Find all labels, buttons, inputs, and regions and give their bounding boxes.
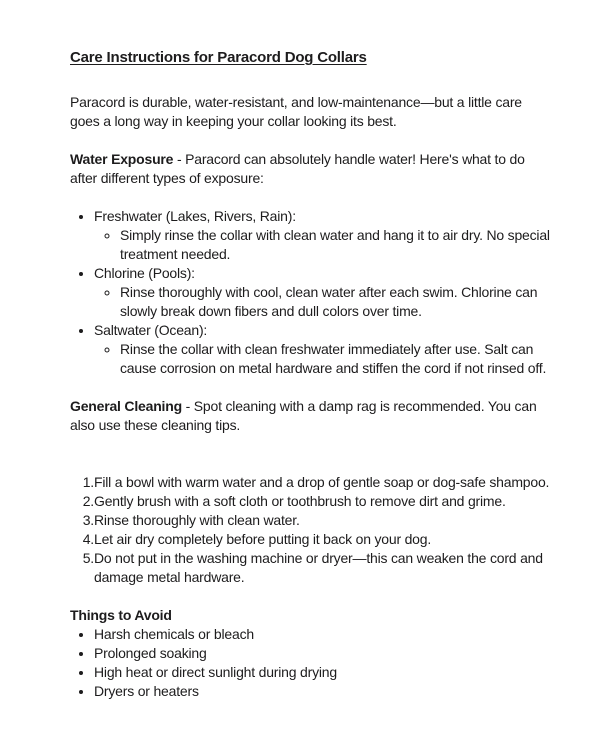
step-item-text: Do not put in the washing machine or dryer—this can weaken the cord and damage metal hardware. (94, 550, 543, 585)
water-exposure-heading: Water Exposure (70, 151, 174, 167)
general-cleaning-text: - Spot cleaning with a damp rag is recommended. You can also use these cleaning tips. (70, 398, 537, 433)
step-item (94, 473, 552, 492)
list-item (94, 264, 552, 321)
intro-text: Paracord is durable, water-resistant, and low-maintenance—but a little care goes a long way in keeping your collar looking its best. (70, 94, 522, 129)
general-cleaning-paragraph (70, 397, 552, 435)
avoid-item-text: Prolonged soaking (94, 645, 207, 661)
avoid-item (94, 682, 552, 701)
sub-list-item (120, 283, 552, 321)
list-item-label: Freshwater (Lakes, Rivers, Rain): (94, 208, 296, 224)
avoid-item (94, 663, 552, 682)
step-item (94, 492, 552, 511)
step-item (94, 549, 552, 587)
intro-paragraph (70, 93, 552, 131)
step-item-text: Rinse thoroughly with clean water. (94, 512, 300, 528)
step-item-text: Fill a bowl with warm water and a drop of gentle soap or dog-safe shampoo. (94, 474, 550, 490)
list-item-label: Saltwater (Ocean): (94, 322, 208, 338)
general-cleaning-heading: General Cleaning (70, 398, 182, 414)
sub-list-item-text: Rinse thoroughly with cool, clean water after each swim. Chlorine can slowly break down fibers and dull colors over time. (120, 284, 538, 319)
sub-list (94, 226, 552, 264)
things-to-avoid-list (70, 625, 552, 701)
step-item-text: Gently brush with a soft cloth or toothbrush to remove dirt and grime. (94, 493, 506, 509)
sub-list-item (120, 340, 552, 378)
water-exposure-list (70, 207, 552, 378)
avoid-item-text: High heat or direct sunlight during drying (94, 664, 337, 680)
step-item-text: Let air dry completely before putting it back on your dog. (94, 531, 432, 547)
sub-list (94, 283, 552, 321)
step-item (94, 530, 552, 549)
things-to-avoid-heading: Things to Avoid (70, 607, 172, 623)
avoid-item-text: Dryers or heaters (94, 683, 199, 699)
water-exposure-text: - Paracord can absolutely handle water! Here's what to do after different types of exposure: (70, 151, 525, 186)
list-item (94, 207, 552, 264)
sub-list-item-text: Rinse the collar with clean freshwater immediately after use. Salt can cause corrosion on metal hardware and stiffen the cord if not rinsed off. (120, 341, 547, 376)
sub-list-item (120, 226, 552, 264)
avoid-item (94, 644, 552, 663)
avoid-item-text: Harsh chemicals or bleach (94, 626, 254, 642)
list-item (94, 321, 552, 378)
avoid-item (94, 625, 552, 644)
water-exposure-paragraph (70, 150, 552, 188)
cleaning-steps-list (70, 473, 552, 587)
list-item-label: Chlorine (Pools): (94, 265, 195, 281)
step-item (94, 511, 552, 530)
sub-list-item-text: Simply rinse the collar with clean water and hang it to air dry. No special treatment needed. (120, 227, 550, 262)
document-title: Care Instructions for Paracord Dog Collars (70, 49, 367, 66)
sub-list (94, 340, 552, 378)
